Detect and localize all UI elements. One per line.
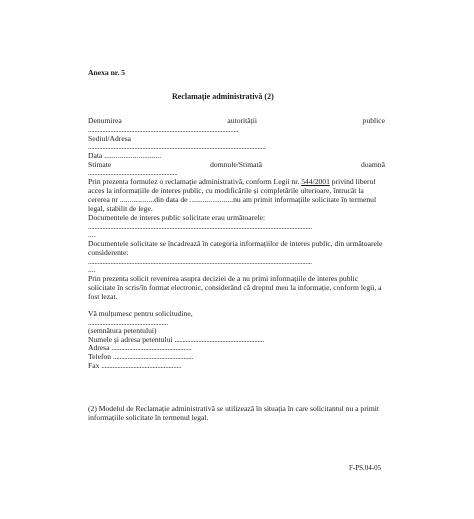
paragraph-1-line-4: legal, stabilit de lege. <box>88 204 153 213</box>
authority-name-line <box>88 116 385 125</box>
salutation-word-2: domnule/Stimată <box>210 160 263 169</box>
paragraph-1-text-b: privind liberul <box>329 177 376 186</box>
petitioner-address-dots: .................................................. <box>111 343 192 352</box>
petitioner-name-dots: ........................................................ <box>174 335 264 344</box>
form-code: F-PS.04-05 <box>349 464 382 472</box>
paragraph-4-line-2: solicitate în scris/în format electronic, considerând că dreptul meu la informație, conform legii, a <box>88 283 382 292</box>
petitioner-phone-label: Telefon <box>88 352 112 361</box>
considerations-ellipsis: .... <box>88 265 96 274</box>
considerations-dots: ............................................................................................................................................ <box>88 257 312 266</box>
date-field: Data .............................. <box>88 151 162 160</box>
thanks-line: Vă mulțumesc pentru solicitudine, <box>88 309 193 318</box>
petitioner-name-label: Numele și adresa petentului <box>88 335 173 344</box>
documents-ellipsis: .... <box>88 230 96 239</box>
paragraph-2: Documentele de interes public solicitate erau următoarele: <box>88 213 266 222</box>
paragraph-4-line-3: fost lezat. <box>88 292 118 301</box>
document-title: Reclamație administrativă (2) <box>172 92 274 101</box>
signature-label: (semnătura petentului) <box>88 326 157 335</box>
petitioner-phone-dots: .................................................. <box>113 352 193 361</box>
paragraph-3-line-1: Documentele solicitate se încadrează în categoria informațiilor de interes public, din următoarele <box>88 239 383 248</box>
annex-label: Anexa nr. 5 <box>88 68 126 77</box>
petitioner-fax-label: Fax <box>88 361 100 370</box>
address-dots: ............................................................................................................... <box>88 142 266 151</box>
salutation-dots: ........................................................ <box>88 168 178 177</box>
paragraph-1-line-3: cererea nr ..................din data de .......................nu am primit informațiile solicitate în termenul <box>88 195 377 204</box>
petitioner-fax-dots: .................................................. <box>101 361 182 370</box>
salutation-word-1: Stimate <box>88 160 112 169</box>
paragraph-4-line-1: Prin prezenta solicit revenirea asupra deciziei de a nu primi informațiile de interes public <box>88 274 359 283</box>
authority-dots: .............................................................................................. <box>88 125 239 134</box>
salutation-word-3: doamnă <box>360 160 385 169</box>
paragraph-1-line-2: acces la informațiile de interes public, cu modificările și completările ulterioare, întrucât la <box>88 186 364 195</box>
address-label: Sediul/Adresa <box>88 134 132 143</box>
authority-word-1: Denumirea <box>88 116 122 125</box>
footnote-line-2: informațiile solicitate în termenul legal. <box>88 413 209 422</box>
paragraph-1-line-1 <box>88 177 375 186</box>
petitioner-phone-line <box>88 352 193 361</box>
paragraph-3-line-2: considerente: <box>88 248 129 257</box>
signature-dots: .................................................. <box>88 318 168 327</box>
authority-word-2: autorității <box>227 116 257 125</box>
paragraph-1-text-a: Prin prezenta formulez o reclamație administrativă, conform Legii nr. <box>88 177 302 186</box>
law-number: 544/2001 <box>301 177 330 186</box>
petitioner-address-line <box>88 343 191 352</box>
documents-dots: ............................................................................................................................................ <box>88 222 312 231</box>
authority-word-3: publice <box>362 116 385 125</box>
footnote-line-1: (2) Modelul de Reclamație administrativă se utilizează în situația în care solicitantul nu a primit <box>88 404 379 413</box>
petitioner-address-label: Adresa <box>88 343 110 352</box>
petitioner-fax-line <box>88 361 181 370</box>
